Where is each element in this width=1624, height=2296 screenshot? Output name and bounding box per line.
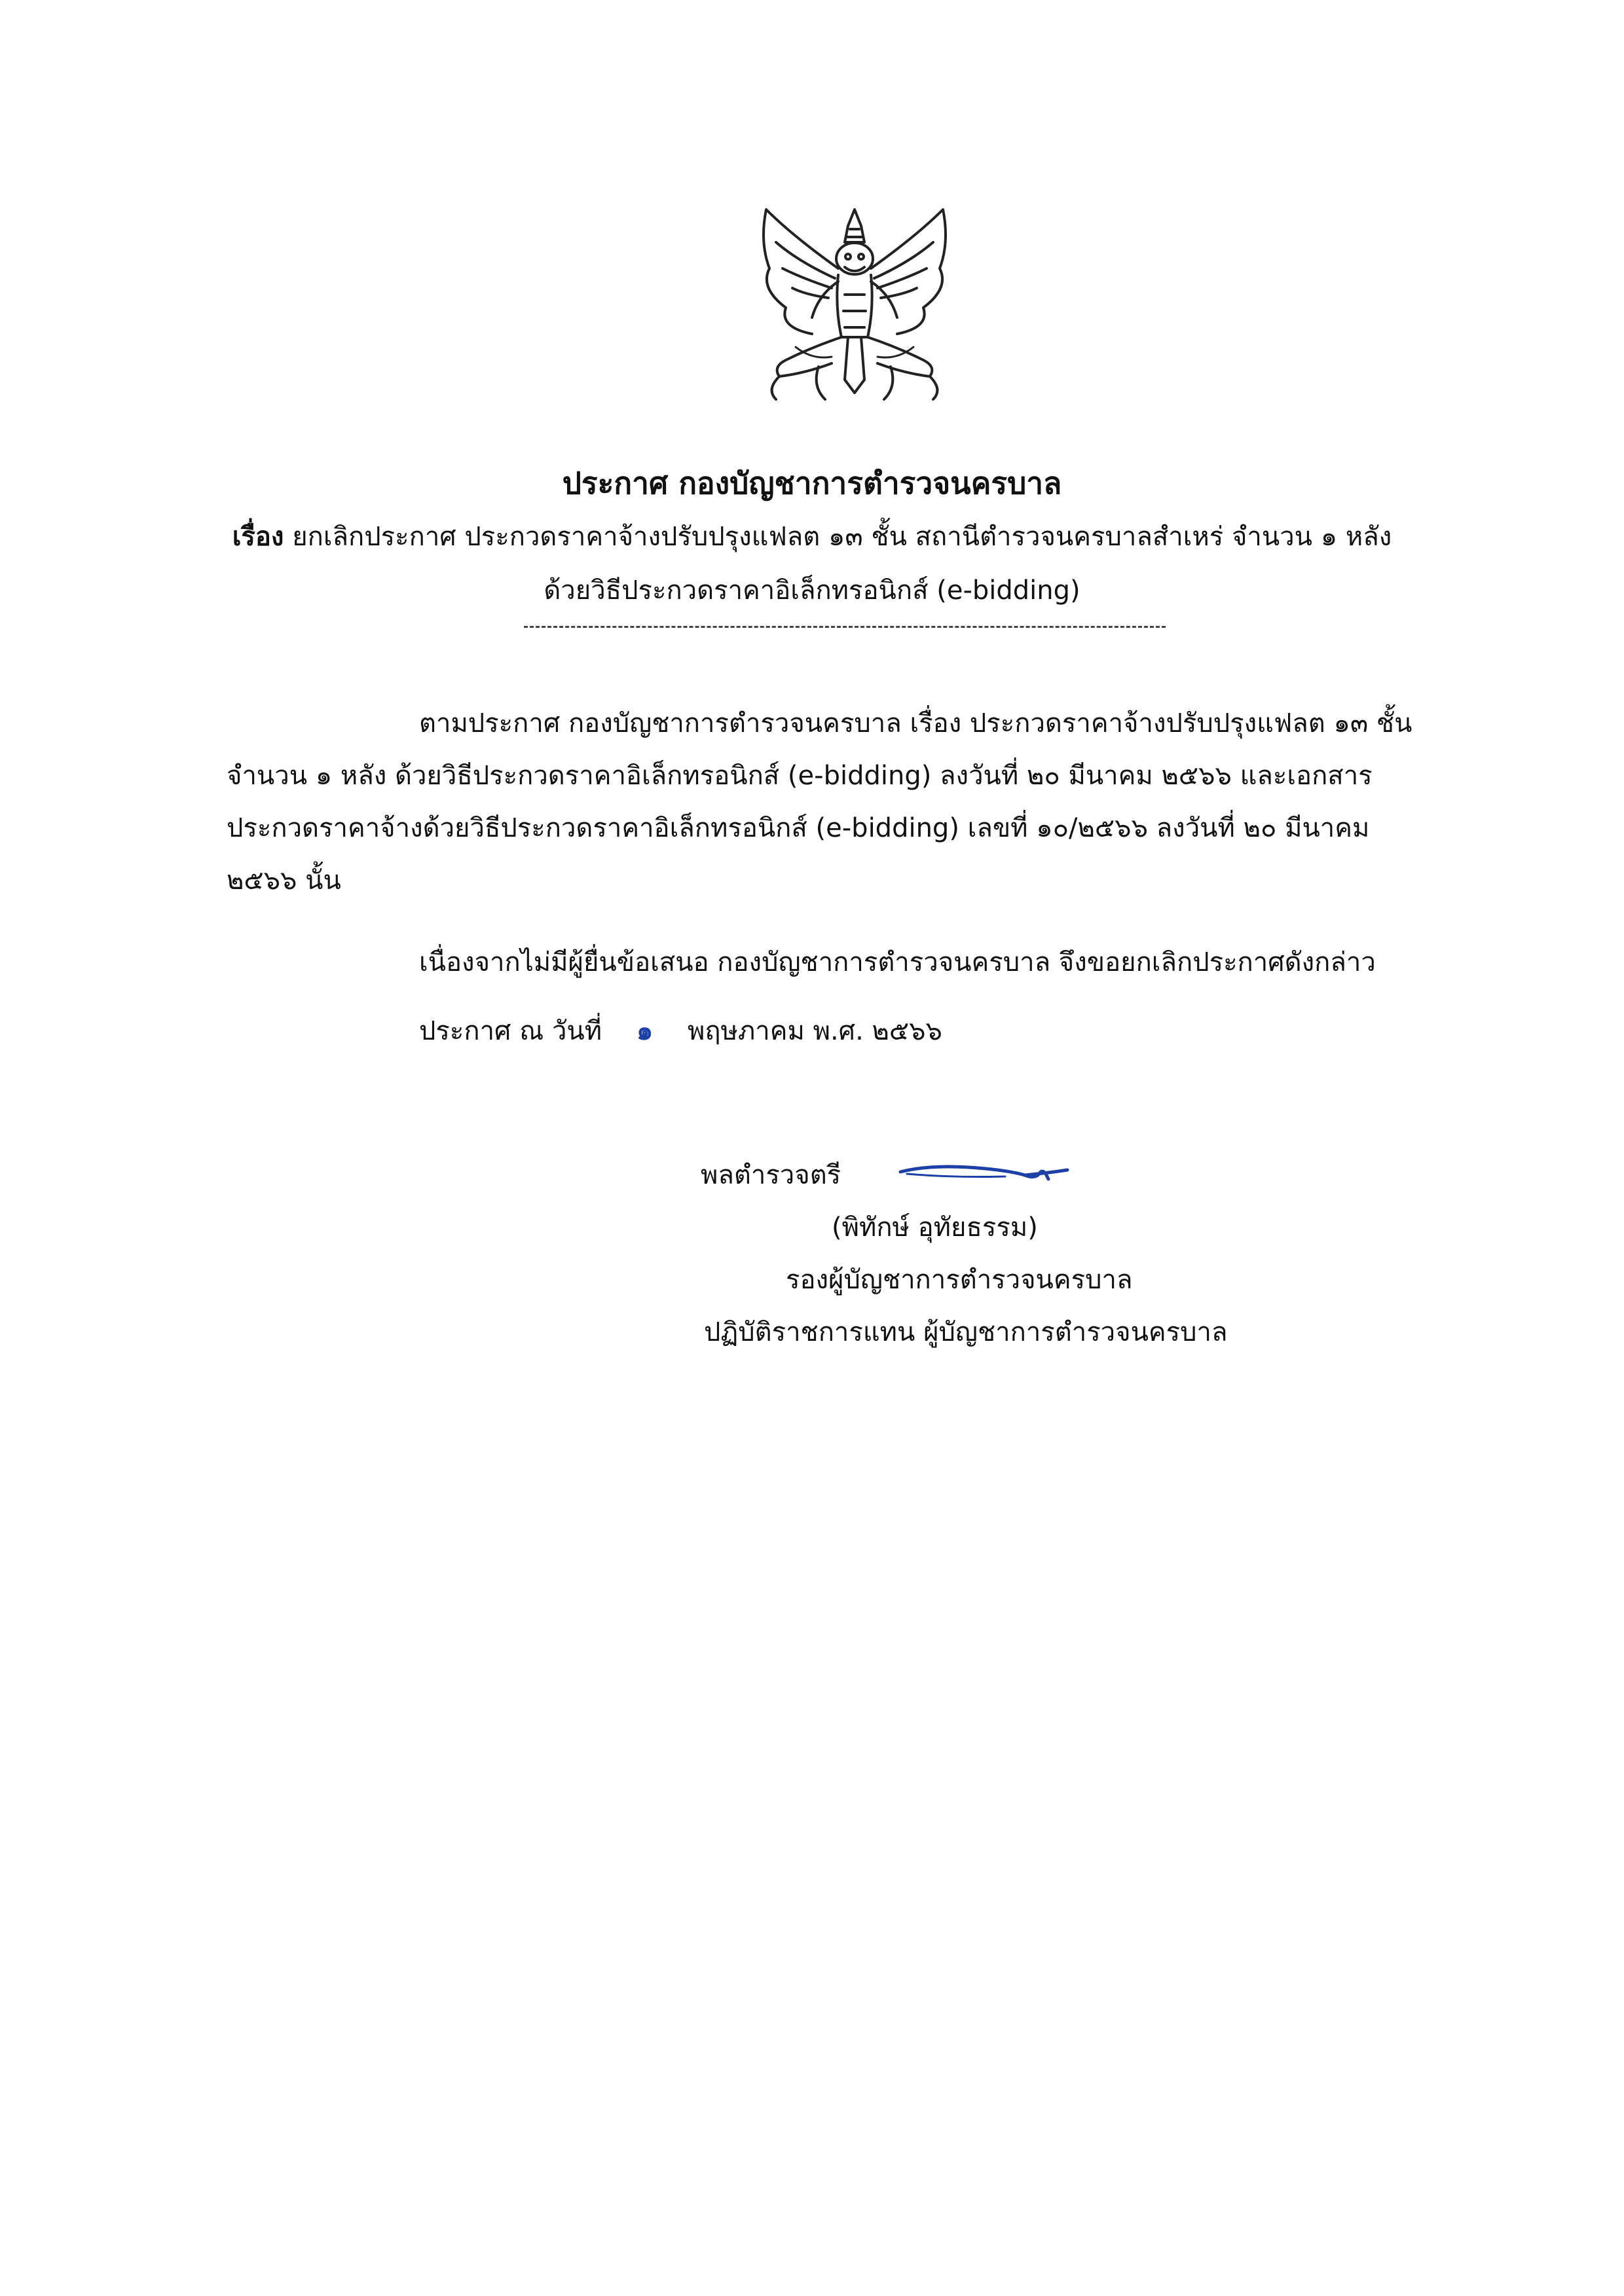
subject-text-continued: ด้วยวิธีประกวดราคาอิเล็กทรอนิกส์ (e-bidding) [544,575,1080,606]
garuda-emblem-icon [740,196,969,419]
signer-position: รองผู้บัญชาการตำรวจนครบาล [786,1265,1133,1295]
subject-text: ยกเลิกประกาศ ประกวดราคาจ้างปรับปรุงแฟลต ๑๓ ชั้น สถานีตำรวจนครบาลสำเหร่ จำนวน ๑ หลัง [292,522,1392,552]
body-paragraph-2: เนื่องจากไม่มีผู้ยื่นข้อเสนอ กองบัญชาการตำรวจนครบาล จึงขอยกเลิกประกาศดังกล่าว [419,947,1376,977]
body-paragraph-line: ๒๕๖๖ นั้น [227,866,341,896]
body-paragraph-line: จำนวน ๑ หลัง ด้วยวิธีประกวดราคาอิเล็กทรอนิกส์ (e-bidding) ลงวันที่ ๒๐ มีนาคม ๒๕๖๖ และเอกสาร [227,761,1373,791]
subject-label: เรื่อง [232,522,284,552]
date-day: ๑ [636,1016,654,1046]
signer-rank: พลตำรวจตรี [701,1160,841,1190]
body-paragraph-line: ตามประกาศ กองบัญชาการตำรวจนครบาล เรื่อง ประกวดราคาจ้างปรับปรุงแฟลต ๑๓ ชั้น [419,708,1412,738]
announcement-title: ประกาศ กองบัญชาการตำรวจนครบาล [562,465,1062,501]
announcement-date [419,1011,942,1051]
handwritten-signature [894,1149,1071,1195]
body-paragraph-line: ประกวดราคาจ้างด้วยวิธีประกวดราคาอิเล็กทรอนิกส์ (e-bidding) เลขที่ ๑๐/๒๕๖๖ ลงวันที่ ๒๐ มีนาคม [227,813,1370,843]
date-prefix: ประกาศ ณ วันที่ [419,1016,602,1046]
signer-name: (พิทักษ์ อุทัยธรรม) [832,1212,1038,1243]
subject-line [0,517,1624,556]
signer-acting-position: ปฏิบัติราชการแทน ผู้บัญชาการตำรวจนครบาล [704,1317,1228,1347]
date-month-year: พฤษภาคม พ.ศ. ๒๕๖๖ [687,1016,942,1046]
divider [524,626,1166,628]
